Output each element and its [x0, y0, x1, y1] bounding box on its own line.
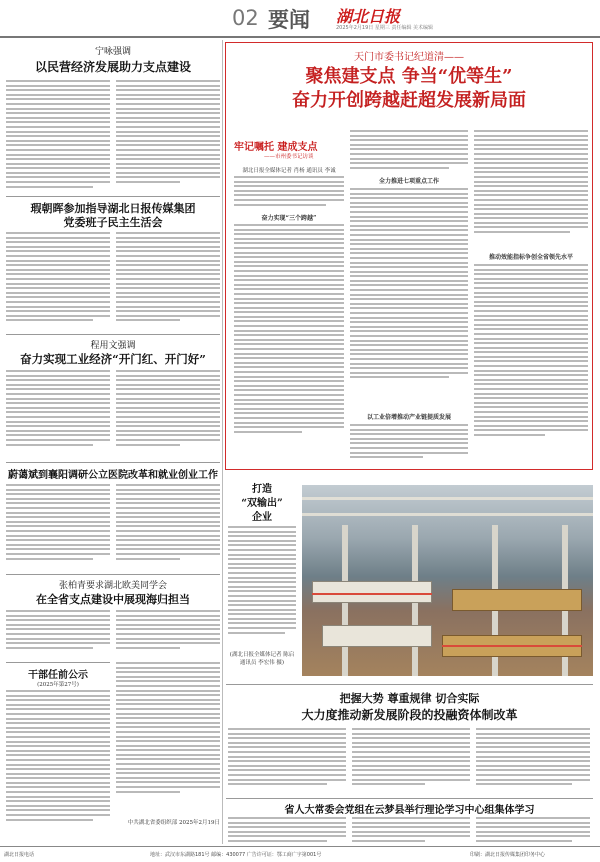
divider: [6, 574, 220, 575]
lead-subhead: 以工业倍增推动产业链提质发展: [366, 414, 451, 421]
article-kicker: 把握大势 尊重规律 切合实际: [339, 692, 480, 705]
lead-subhead: 推动效能指标争创全省领先水平: [488, 254, 573, 261]
header-rule: [0, 36, 600, 38]
photo-title: 企业: [252, 512, 272, 523]
notice-title: 干部任前公示: [28, 670, 88, 681]
factory-photo: [302, 485, 593, 676]
issue-info: 2025年2月19日 星期三 责任编辑 美术编辑: [336, 25, 434, 31]
divider: [226, 684, 593, 685]
article-body: [234, 224, 344, 464]
article-body: [352, 728, 470, 796]
notice-body: [6, 690, 110, 840]
article-headline: 党委班子民主生活会: [63, 216, 163, 229]
article-body: [474, 264, 588, 464]
article-body: [474, 130, 588, 250]
article-headline: 蔚蔼斌到襄阳调研公立医院改革和就业创业工作: [8, 470, 218, 481]
photo-caption-body: [228, 526, 296, 646]
lead-headline-line2: 奋力开创跨越赶超发展新局面: [292, 90, 526, 111]
article-kicker: 张柏青要求湖北欧美同学会: [58, 581, 167, 591]
page-number: 02: [232, 6, 259, 30]
lead-headline-line1: 聚焦建支点 争当“优等生”: [305, 66, 513, 87]
article-headline: 在全省支点建设中展现海归担当: [36, 593, 190, 606]
divider: [6, 334, 220, 335]
notice-body: [116, 662, 220, 814]
article-body: [228, 817, 346, 845]
byline: 湖北日报全媒体记者 肖杨 通讯员 李诚: [242, 168, 336, 174]
notice-signature: 中共湖北省委组织部 2025年2月19日: [127, 820, 220, 826]
article-body: [116, 80, 220, 196]
notice-number: (2025年第27号): [37, 682, 79, 688]
article-body: [234, 176, 344, 212]
article-body: [116, 370, 220, 456]
footer-phone-label: 湖北日报电话: [4, 852, 35, 858]
article-headline: 以民营经济发展助力支点建设: [34, 60, 191, 74]
section-name: 要闻: [268, 7, 310, 32]
photo-title: 打造: [252, 484, 272, 495]
article-body: [228, 728, 346, 796]
article-body: [116, 610, 220, 658]
divider: [226, 798, 593, 799]
article-body: [116, 484, 220, 570]
article-body: [476, 817, 590, 845]
article-kicker: 程用文强调: [90, 341, 136, 351]
divider: [6, 662, 110, 663]
divider: [6, 462, 220, 463]
lead-subhead: 奋力实现“三个跨越”: [261, 215, 317, 222]
article-body: [6, 80, 110, 196]
article-body: [352, 817, 470, 845]
divider: [6, 196, 220, 197]
series-stamp-sub: ——市州委书记访谈: [264, 154, 314, 160]
article-body: [350, 130, 468, 176]
lead-subhead: 全力推进七项重点工作: [378, 178, 439, 185]
article-headline: 瑕朝晖参加指导湖北日报传媒集团: [30, 202, 196, 215]
footer-address: 地址：武汉市东湖路181号 邮编：430077 广告许可证：鄂工商广字第001号: [150, 852, 322, 858]
page-header: [0, 0, 600, 36]
article-body: [6, 610, 110, 658]
article-body: [6, 370, 110, 456]
footer-printer: 印刷：湖北日报传媒集团印务中心: [470, 852, 546, 858]
lead-kicker: 天门市委书记纪道清——: [354, 52, 464, 63]
article-body: [350, 188, 468, 410]
page-footer: [0, 846, 600, 862]
article-headline: 省人大常委会党组在云梦县举行理论学习中心组集体学习: [284, 805, 535, 816]
photo-title: “双输出”: [241, 498, 283, 509]
article-kicker: 宁咏强调: [94, 47, 131, 57]
article-body: [6, 484, 110, 570]
article-body: [476, 728, 590, 796]
article-body: [6, 232, 110, 332]
article-body: [350, 424, 468, 464]
photo-credit: (湖北日报全媒体记者 陈启 通讯员 李宏伟 摄): [229, 652, 295, 666]
article-headline: 奋力实现工业经济“开门红、开门好”: [20, 352, 206, 366]
article-body: [116, 232, 220, 332]
column-divider: [222, 40, 223, 844]
newspaper-logo: 湖北日报: [336, 7, 401, 26]
article-headline: 大力度推动新发展阶段的投融资体制改革: [301, 708, 518, 722]
series-stamp: 牢记嘱托 建成支点: [234, 142, 318, 153]
